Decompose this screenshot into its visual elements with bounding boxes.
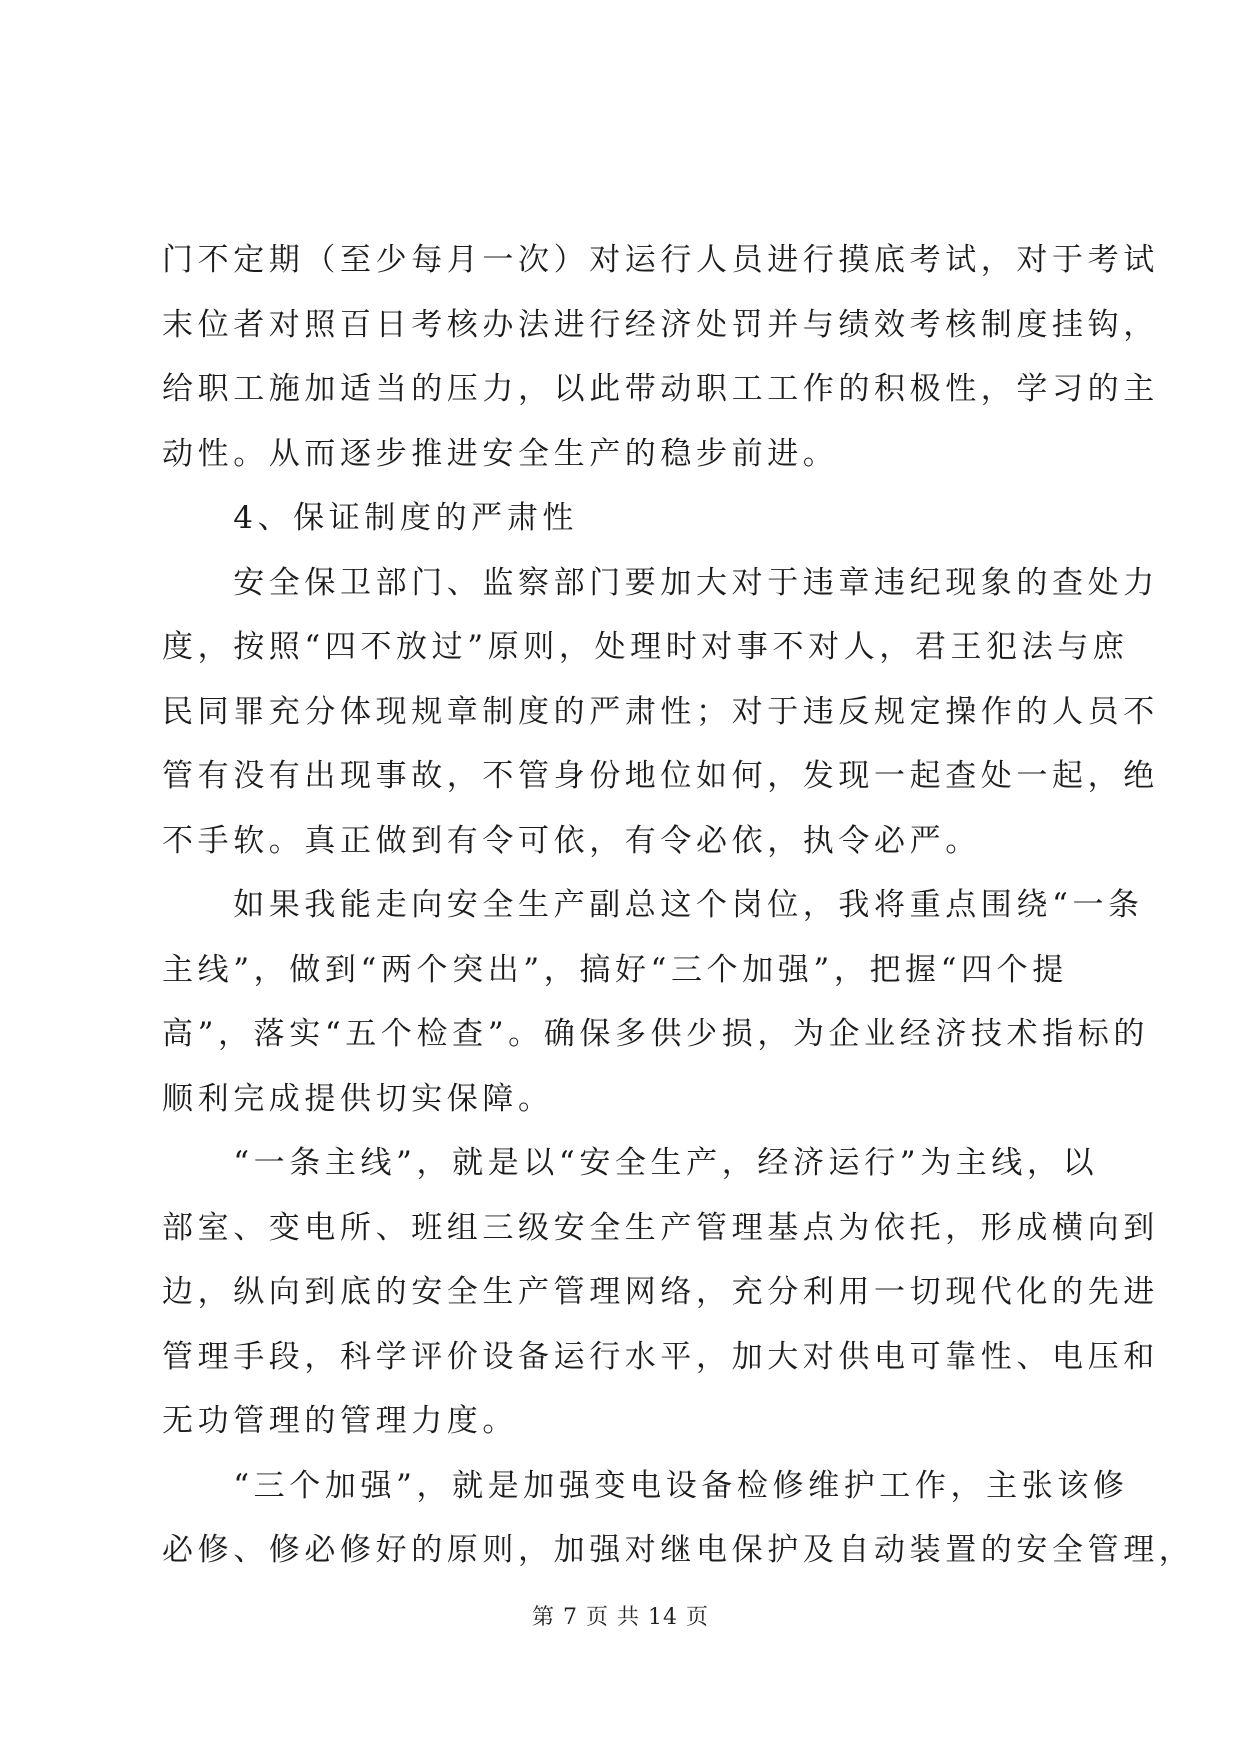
section-heading: 4、保证制度的严肃性 <box>162 500 578 536</box>
text-line: 管有没有出现事故，不管身份地位如何，发现一起查处一起，绝 <box>162 758 1159 794</box>
text-line: 高”，落实“五个检查”。确保多供少损，为企业经济技术指标的 <box>162 1016 1149 1052</box>
text-line: 边，纵向到底的安全生产管理网络，充分利用一切现代化的先进 <box>162 1274 1159 1310</box>
text-line: 部室、变电所、班组三级安全生产管理基点为依托，形成横向到 <box>162 1209 1159 1246</box>
text-line: 主线”，做到“两个突出”，搞好“三个加强”，把握“四个提 <box>162 951 1068 988</box>
text-line: 民同罪充分体现规章制度的严肃性；对于违反规定操作的人员不 <box>162 693 1159 730</box>
text-line: 无功管理的管理力度。 <box>162 1403 518 1439</box>
text-line: 不手软。真正做到有令可依，有令必依，执令必严。 <box>162 822 981 859</box>
body-text <box>162 228 1195 1583</box>
text-line: 顺利完成提供切实保障。 <box>162 1080 554 1117</box>
text-line: “一条主线”，就是以“安全生产，经济运行”为主线，以 <box>162 1145 1099 1181</box>
text-line: 度，按照“四不放过”原则，处理时对事不对人，君王犯法与庶 <box>162 629 1129 665</box>
text-line: 如果我能走向安全生产副总这个岗位，我将重点围绕“一条 <box>162 887 1144 923</box>
text-line: “三个加强”，就是加强变电设备检修维护工作，主张该修 <box>162 1467 1129 1504</box>
text-line: 门不定期（至少每月一次）对运行人员进行摸底考试，对于考试 <box>162 242 1159 278</box>
text-line: 必修、修必修好的原则，加强对继电保护及自动装置的安全管理， <box>162 1532 1195 1568</box>
text-line: 给职工施加适当的压力，以此带动职工工作的积极性，学习的主 <box>162 371 1159 407</box>
text-line: 安全保卫部门、监察部门要加大对于违章违纪现象的查处力 <box>162 564 1159 601</box>
text-line: 管理手段，科学评价设备运行水平，加大对供电可靠性、电压和 <box>162 1338 1159 1375</box>
page-number: 第 7 页 共 14 页 <box>532 1605 709 1630</box>
text-line: 末位者对照百日考核办法进行经济处罚并与绩效考核制度挂钩， <box>162 306 1159 343</box>
text-line: 动性。从而逐步推进安全生产的稳步前进。 <box>162 435 839 472</box>
